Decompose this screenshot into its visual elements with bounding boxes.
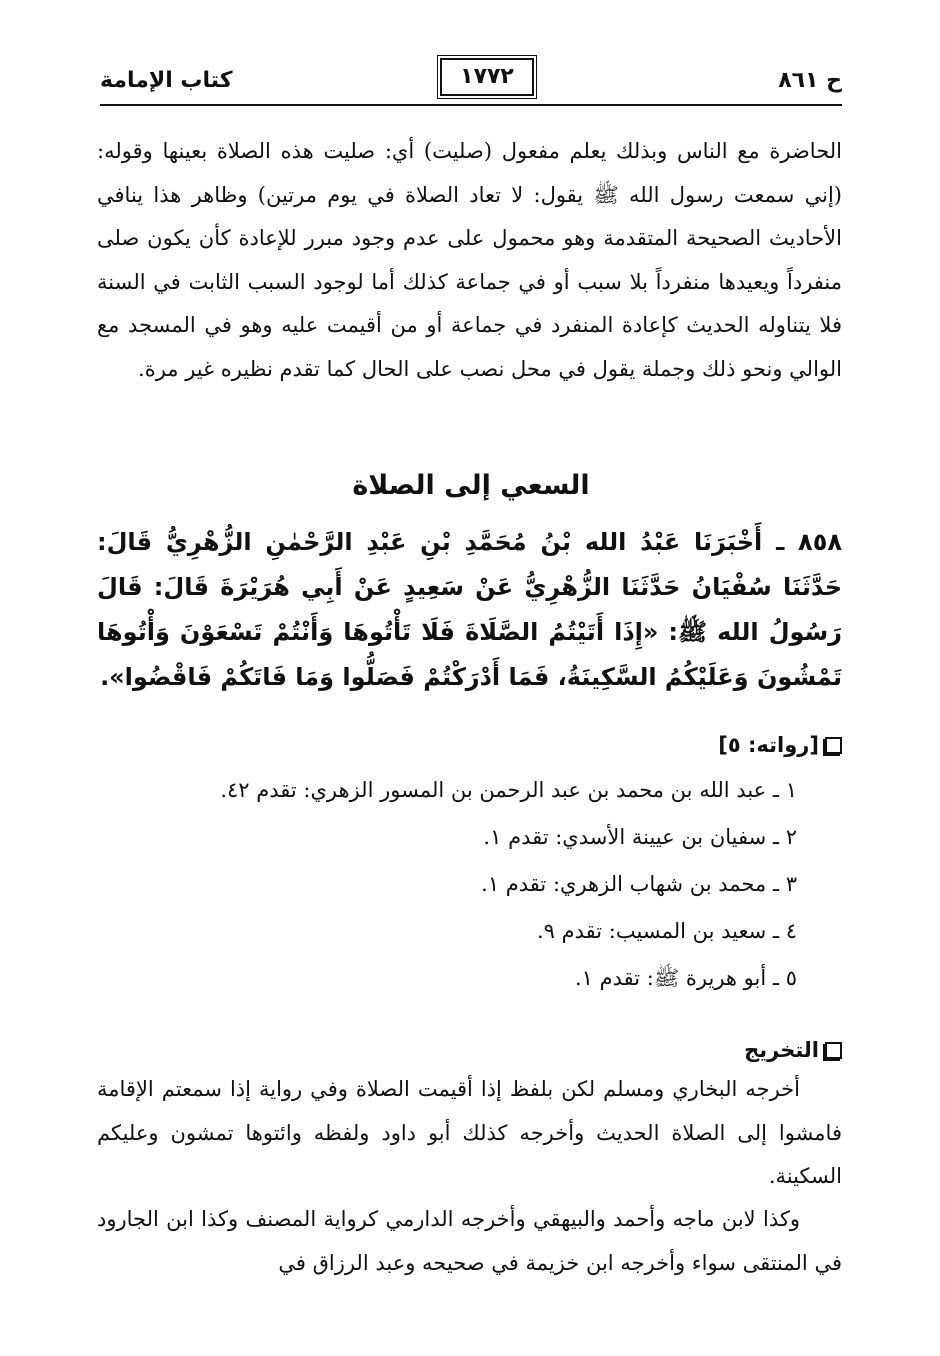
takhrij-heading-label: التخريج (744, 1038, 819, 1062)
narrators-heading-label: [رواته: ٥] (718, 733, 819, 757)
narrator-item: ٥ ـ أبو هريرة ﷺ: تقدم ١. (574, 966, 797, 990)
page-header (100, 58, 842, 98)
square-bullet-icon (825, 1042, 842, 1059)
commentary-paragraph: الحاضرة مع الناس وبذلك يعلم مفعول (صليت) أي: صليت هذه الصلاة بعينها وقوله: (إني سمعت رسول الله ﷺ يقول: لا تعاد الصلاة في يوم مرتين) وظاهر هذا ينافي الأحاديث الصحيحة المتقدمة وهو محمول على عدم وجود مبرر للإعادة كأن يكون صلى منفرداً ويعيدها منفرداً بلا سبب أو في جماعة كذلك أما لوجود السبب الثابت في السنة فلا يتناوله الحديث كإعادة المنفرد في جماعة أو من أقيمت عليه وهو في المسجد مع الوالي ونحو ذلك وجملة يقول في محل نصب على الحال كما تقدم نظيره غير مرة. (97, 139, 842, 381)
hadith-text-block (97, 520, 842, 700)
hadith-number: ٨٥٨ ـ (776, 528, 842, 556)
narrator-item: ٣ ـ محمد بن شهاب الزهري: تقدم ١. (481, 872, 797, 896)
header-book-title: كتاب الإمامة (100, 68, 233, 93)
takhrij-paragraph: أخرجه البخاري ومسلم لكن بلفظ إذا أقيمت الصلاة وفي رواية إذا سمعتم الإقامة فامشوا إلى الصلاة الحديث وأخرجه كذلك أبو داود ولفظه وائتوها تمشون وعليكم السكينة. (97, 1077, 842, 1188)
page-number: ١٧٧٢ (440, 58, 534, 96)
header-divider (100, 104, 842, 106)
narrator-item: ٤ ـ سعيد بن المسيب: تقدم ٩. (536, 919, 797, 943)
narrators-heading (718, 733, 842, 757)
takhrij-heading (744, 1038, 842, 1062)
narrator-item: ٢ ـ سفيان بن عيينة الأسدي: تقدم ١. (483, 825, 797, 849)
narrator-item: ١ ـ عبد الله بن محمد بن عبد الرحمن بن المسور الزهري: تقدم ٤٢. (220, 778, 797, 802)
section-title: السعي إلى الصلاة (352, 470, 590, 501)
narrators-list (97, 770, 842, 1005)
takhrij-paragraph: وكذا لابن ماجه وأحمد والبيهقي وأخرجه الدارمي كرواية المصنف وكذا ابن الجارود في المنتقى سواء وأخرجه ابن خزيمة في صحيحه وعبد الرزاق في (97, 1207, 842, 1275)
square-bullet-icon (825, 737, 842, 754)
header-hadith-ref: ح ٨٦١ (778, 68, 842, 93)
hadith-text: أَخْبَرَنَا عَبْدُ الله بْنُ مُحَمَّدِ بْنِ عَبْدِ الرَّحْمٰنِ الزُّهْرِيُّ قَالَ: حَدَّثَنَا سُفْيَانُ حَدَّثَنَا الزُّهْرِيُّ عَنْ سَعِيدٍ عَنْ أَبِي هُرَيْرَةَ قَالَ: قَالَ رَسُولُ الله ﷺ: «إِذَا أَتَيْتُمُ الصَّلَاةَ فَلَا تَأْتُوهَا وَأَنْتُمْ تَسْعَوْنَ وَأْتُوهَا تَمْشُونَ وَعَلَيْكُمُ السَّكِينَةُ، فَمَا أَدْرَكْتُمْ فَصَلُّوا وَمَا فَاتَكُمْ فَاقْضُوا». (97, 528, 842, 691)
